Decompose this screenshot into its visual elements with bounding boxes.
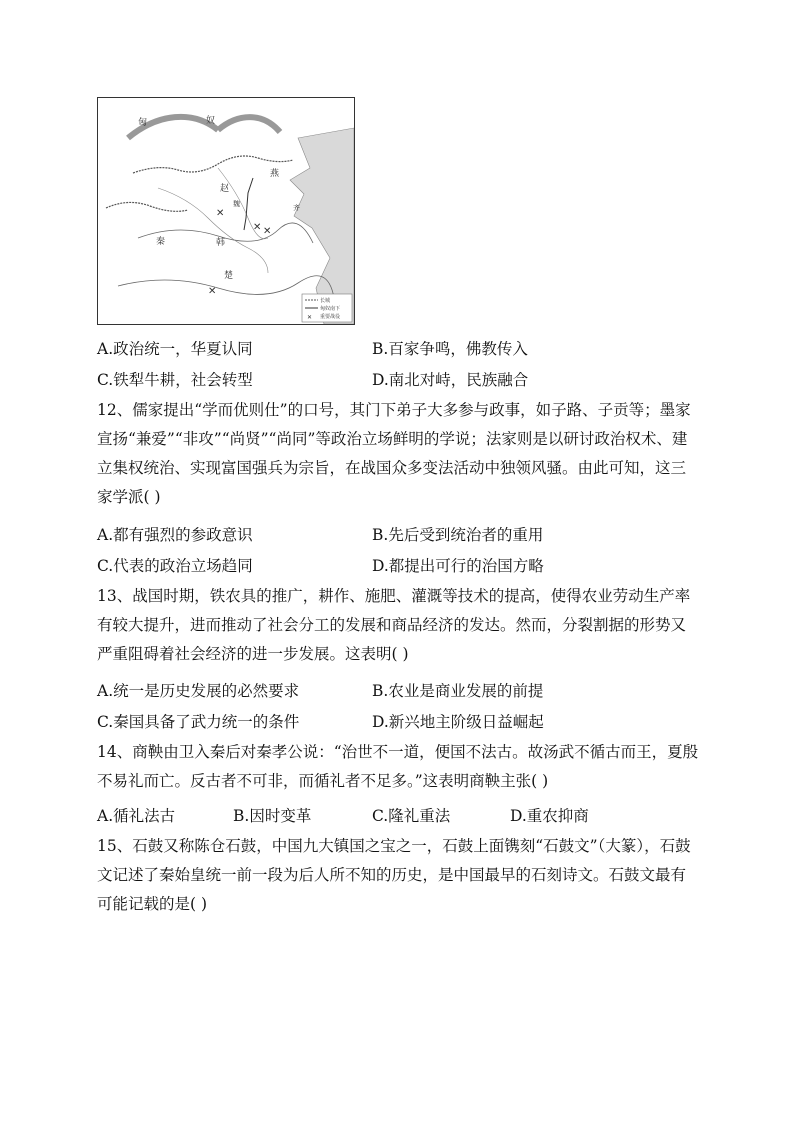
- great-wall-west: [106, 202, 188, 211]
- q13-option-c[interactable]: C.秦国具备了武力统一的条件: [97, 713, 300, 731]
- q12-option-a[interactable]: A.都有强烈的参政意识: [97, 526, 253, 544]
- q13-stem: 13、战国时期，铁农具的推广，耕作、施肥、灌溉等技术的提高，使得农业劳动生产率有较大提升，进而推动了社会分工的发展和商品经济的发达。然而，分裂割据的形势又严重阻碍着社会经济的进一步发展。这表明( ): [97, 587, 691, 663]
- q12-stem: 12、儒家提出“学而优则仕”的口号，其门下弟子大多参与政事，如子路、子贡等；墨家宣扬“兼爱”“非攻”“尚贤”“尚同”等政治立场鲜明的学说；法家则是以研讨政治权术、建立集权统治、实现富国强兵为宗旨，在战国众多变法活动中独领风骚。由此可知，这三家学派( ): [97, 401, 691, 506]
- q14-option-a[interactable]: A.循礼法古: [97, 807, 176, 825]
- legend-wall-label: 长城: [320, 298, 331, 304]
- label-zhao: 赵: [220, 184, 230, 194]
- map-graphic: [98, 98, 354, 324]
- battle-marker-4: ✕: [208, 286, 217, 297]
- q13-option-a[interactable]: A.统一是历史发展的必然要求: [97, 682, 300, 700]
- warring-states-map: [97, 97, 355, 325]
- q13-option-d[interactable]: D.新兴地主阶级日益崛起: [372, 713, 544, 731]
- battle-marker-2: ✕: [253, 222, 262, 233]
- xiongnu-route: [244, 178, 253, 230]
- q11-option-b[interactable]: B.百家争鸣，佛教传入: [372, 340, 528, 358]
- legend-route-label: 匈奴南下: [320, 306, 341, 312]
- battle-marker-1: ✕: [216, 208, 225, 219]
- label-chu: 楚: [224, 271, 234, 281]
- q14-option-d[interactable]: D.重农抑商: [510, 807, 589, 825]
- q15-stem: 15、石鼓又称陈仓石鼓，中国九大镇国之宝之一，石鼓上面镌刻“石鼓文”（大篆），石鼓文记述了秦始皇统一前一段为后人所不知的历史，是中国最早的石刻诗文。石鼓文最有可能记载的是( ): [97, 837, 691, 913]
- battle-marker-3: ✕: [263, 226, 272, 237]
- q13-option-b[interactable]: B.农业是商业发展的前提: [372, 682, 544, 700]
- label-wei: 魏: [233, 200, 240, 208]
- q14-stem: 14、商鞅由卫入秦后对秦孝公说：“治世不一道，便国不法古。故汤武不循古而王，夏殷不易礼而亡。反古者不可非，而循礼者不足多。”这表明商鞅主张( ): [97, 743, 699, 790]
- q12-option-c[interactable]: C.代表的政治立场趋同: [97, 557, 253, 575]
- label-qin: 秦: [156, 237, 166, 247]
- legend-battle-label: 重要战役: [320, 314, 341, 320]
- label-xiongnu-1: 匈: [138, 118, 148, 128]
- q12-option-d[interactable]: D.都提出可行的治国方略: [372, 557, 544, 575]
- q14-option-b[interactable]: B.因时变革: [233, 807, 312, 825]
- label-han: 韩: [216, 238, 226, 248]
- label-qi: 齐: [293, 204, 300, 212]
- label-xiongnu-2: 奴: [206, 116, 216, 126]
- legend-battle-symbol: ✕: [307, 314, 313, 321]
- label-yan: 燕: [270, 169, 280, 179]
- q12-option-b[interactable]: B.先后受到统治者的重用: [372, 526, 544, 544]
- q11-option-a[interactable]: A.政治统一，华夏认同: [97, 340, 253, 358]
- great-wall: [133, 156, 293, 173]
- q14-option-c[interactable]: C.隆礼重法: [372, 807, 451, 825]
- xiongnu-arrow-2: [218, 117, 280, 132]
- q11-option-c[interactable]: C.铁犁牛耕，社会转型: [97, 371, 253, 389]
- q11-option-d[interactable]: D.南北对峙，民族融合: [372, 371, 529, 389]
